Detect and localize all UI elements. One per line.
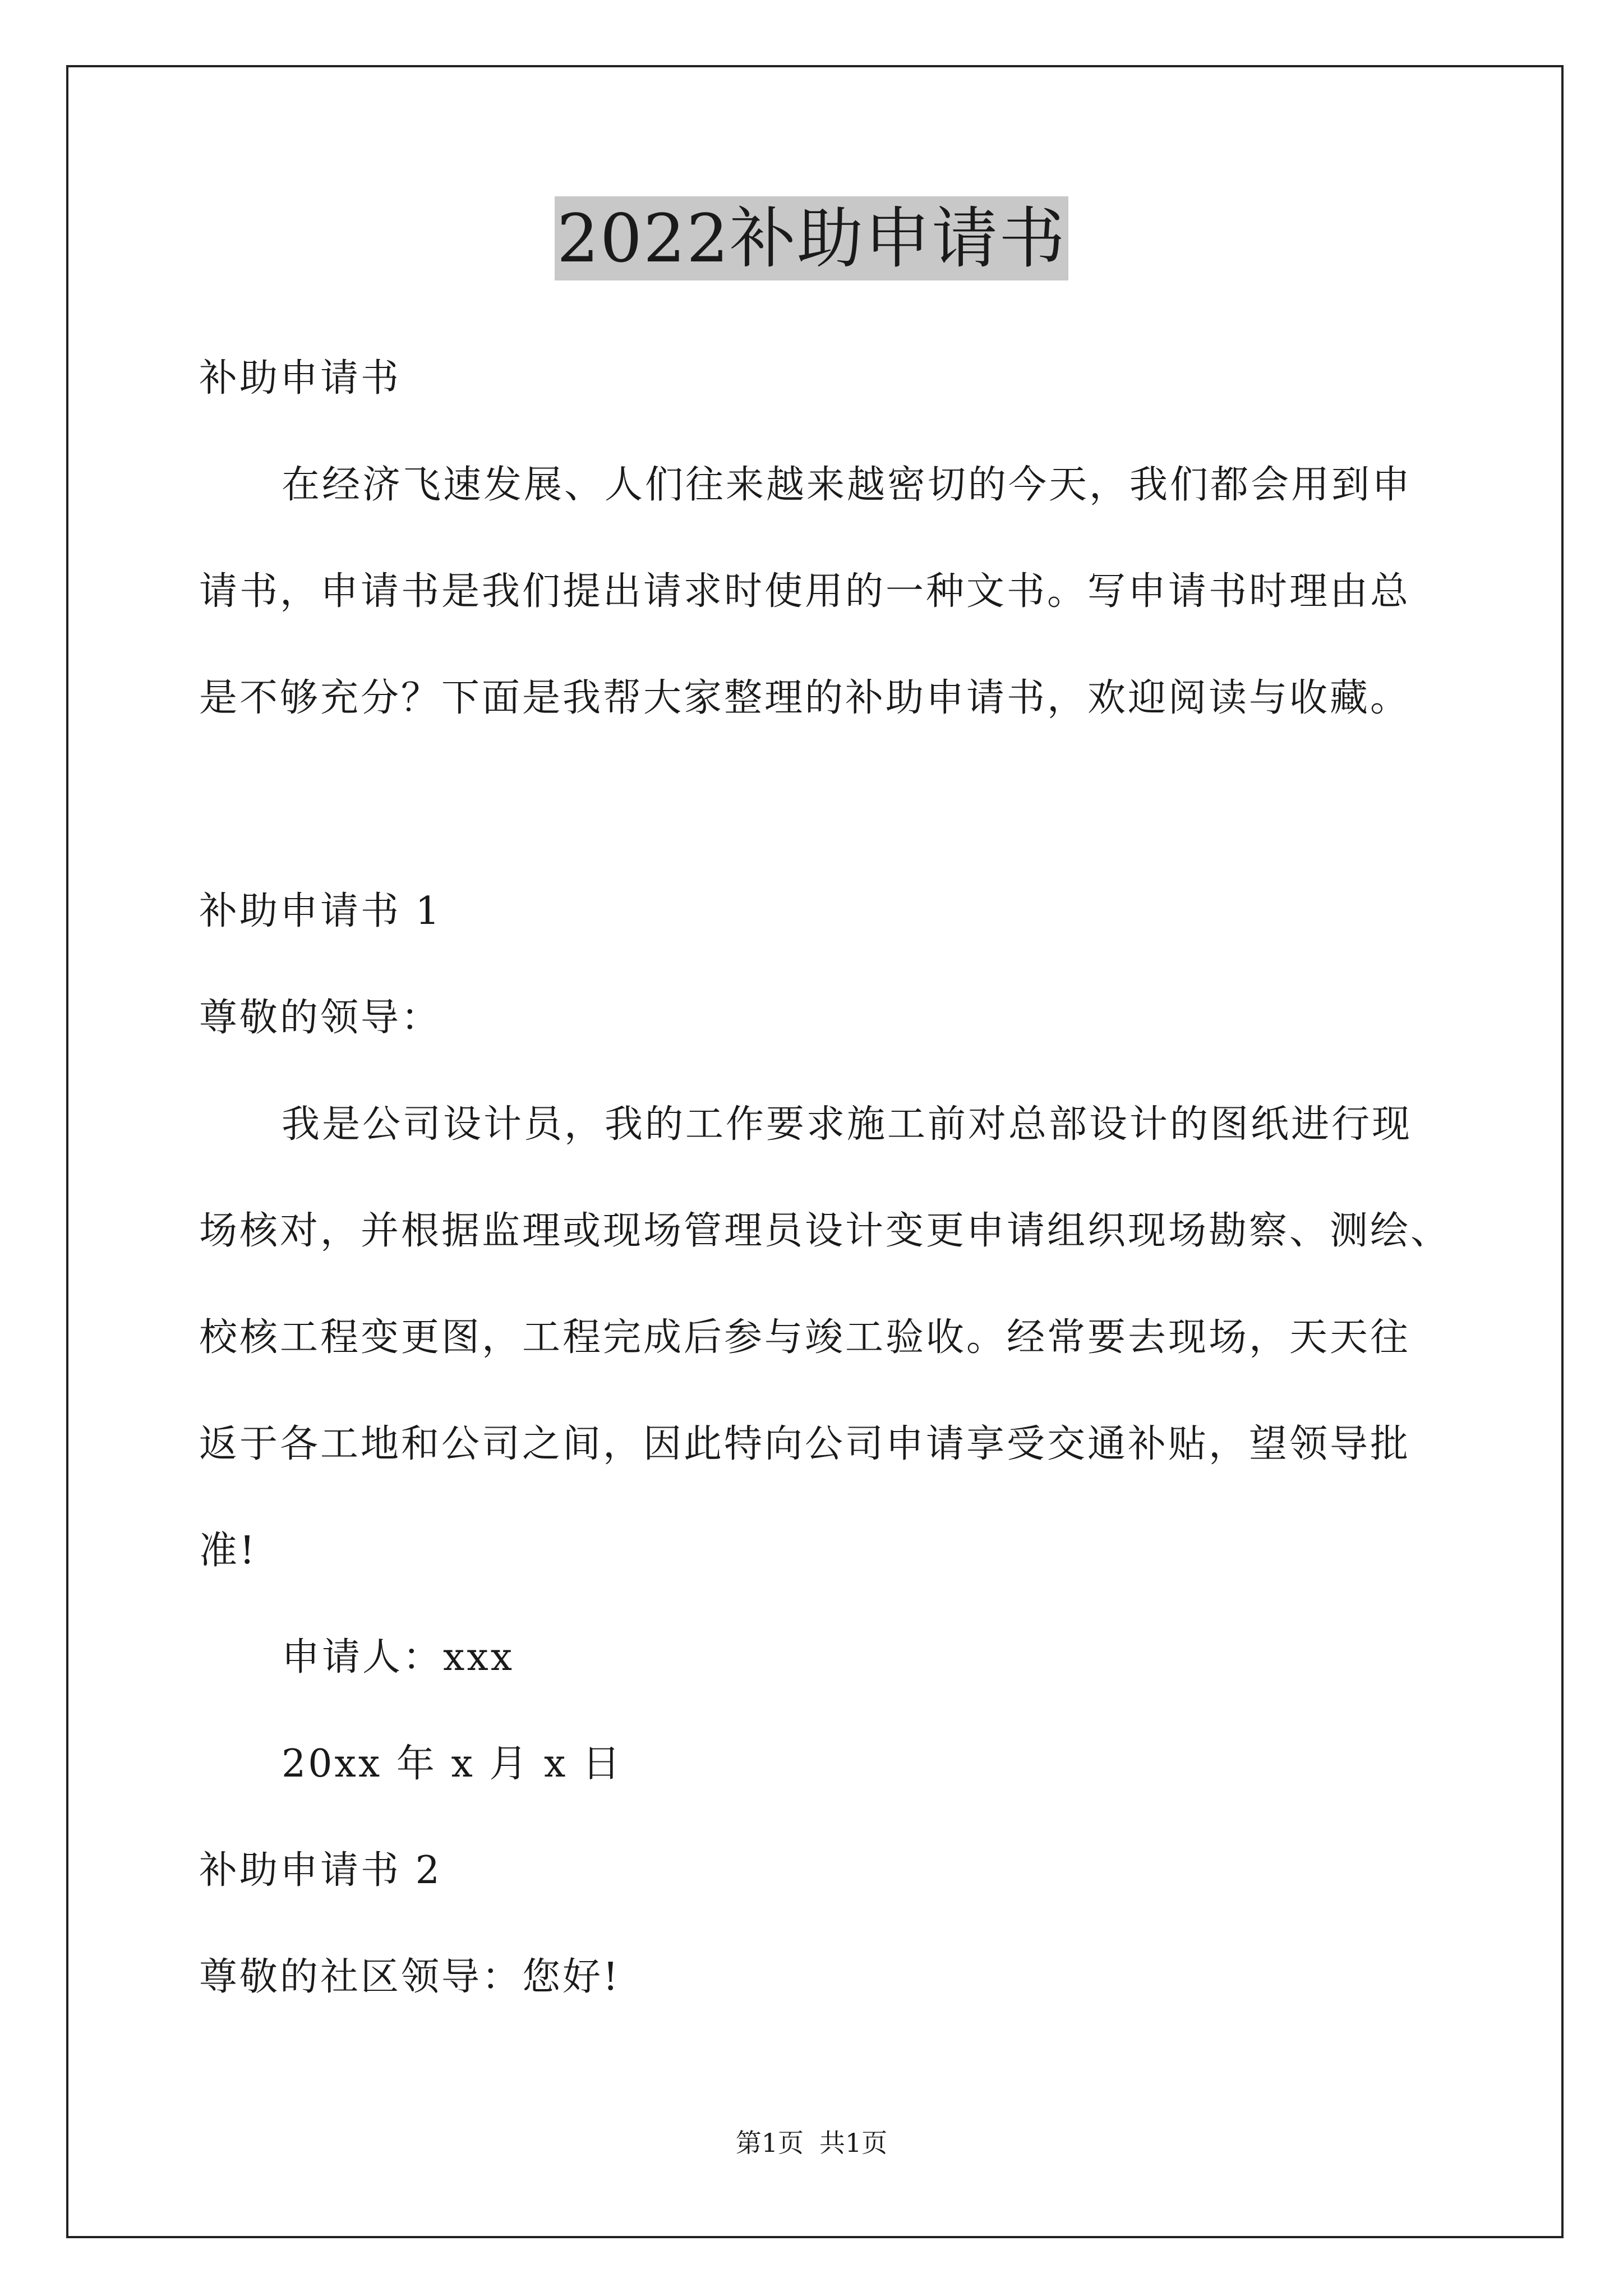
paragraph-line: 准! (199, 1529, 257, 1573)
document-title: 2022补助申请书 (555, 196, 1068, 280)
title-container (0, 196, 1623, 280)
paragraph-line: 我是公司设计员，我的工作要求施工前对总部设计的图纸进行现 (282, 1102, 1413, 1147)
date-line: 20xx 年 x 月 x 日 (282, 1742, 623, 1786)
section-heading: 补助申请书 1 (199, 889, 442, 933)
page-total: 共1页 (819, 2128, 888, 2158)
page-number: 第1页 (735, 2128, 804, 2158)
page-footer (0, 2126, 1623, 2160)
paragraph-line: 场核对，并根据监理或现场管理员设计变更申请组织现场勘察、测绘、 (199, 1209, 1451, 1253)
paragraph-line: 校核工程变更图，工程完成后参与竣工验收。经常要去现场，天天往 (199, 1315, 1411, 1360)
salutation: 尊敬的领导： (199, 996, 442, 1040)
paragraph-line: 返于各工地和公司之间，因此特向公司申请享受交通补贴，望领导批 (199, 1422, 1411, 1466)
paragraph-line: 在经济飞速发展、人们往来越来越密切的今天，我们都会用到申 (282, 463, 1413, 507)
paragraph-line: 是不够充分？下面是我帮大家整理的补助申请书，欢迎阅读与收藏。 (199, 676, 1411, 720)
paragraph-line: 请书，申请书是我们提出请求时使用的一种文书。写申请书时理由总 (199, 569, 1411, 614)
applicant-line: 申请人：xxx (282, 1635, 515, 1680)
section-heading: 补助申请书 (199, 356, 402, 401)
salutation: 尊敬的社区领导：您好! (199, 1955, 621, 1999)
section-heading: 补助申请书 2 (199, 1848, 442, 1893)
